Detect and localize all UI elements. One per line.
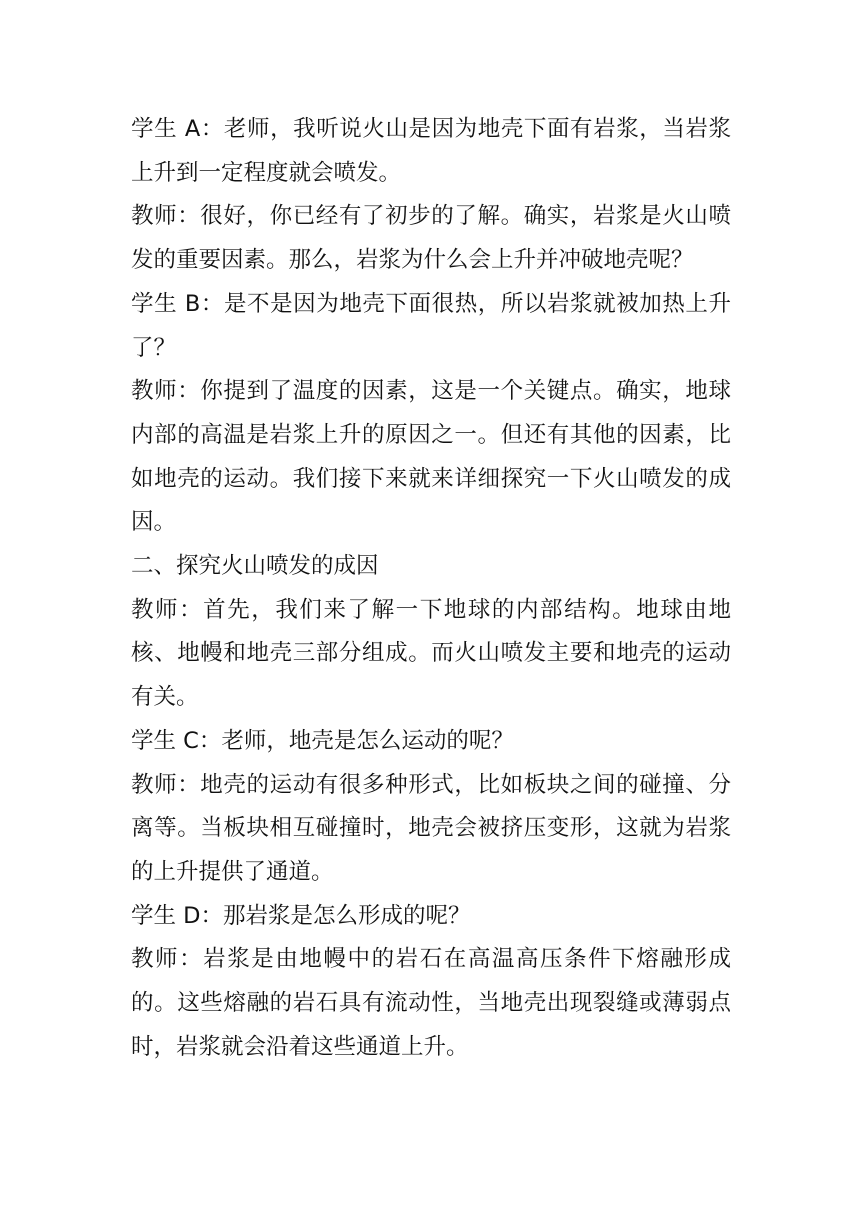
paragraph-teacher-4: 教师：地壳的运动有很多种形式，比如板块之间的碰撞、分离等。当板块相互碰撞时，地壳会被挤压变形，这就为岩浆的上升提供了通道。 (131, 771, 731, 885)
document-page (131, 108, 731, 1069)
paragraph-teacher-5: 教师：岩浆是由地幔中的岩石在高温高压条件下熔融形成的。这些熔融的岩石具有流动性，当地壳出现裂缝或薄弱点时，岩浆就会沿着这些通道上升。 (131, 946, 731, 1060)
paragraph-teacher-1: 教师：很好，你已经有了初步的了解。确实，岩浆是火山喷发的重要因素。那么，岩浆为什么会上升并冲破地壳呢？ (131, 203, 731, 274)
paragraph-student-b: 学生 B：是不是因为地壳下面很热，所以岩浆就被加热上升了？ (131, 290, 731, 361)
paragraph-teacher-3: 教师：首先，我们来了解一下地球的内部结构。地球由地核、地幔和地壳三部分组成。而火山喷发主要和地壳的运动有关。 (131, 596, 731, 711)
section-heading: 二、探究火山喷发的成因 (131, 553, 379, 580)
paragraph-student-c: 学生 C：老师，地壳是怎么运动的呢？ (131, 727, 514, 754)
paragraph-student-d: 学生 D：那岩浆是怎么形成的呢？ (131, 902, 471, 929)
paragraph-teacher-2: 教师：你提到了温度的因素，这是一个关键点。确实，地球内部的高温是岩浆上升的原因之一。但还有其他的因素，比如地壳的运动。我们接下来就来详细探究一下火山喷发的成因。 (131, 378, 731, 536)
paragraph-student-a: 学生 A：老师，我听说火山是因为地壳下面有岩浆，当岩浆上升到一定程度就会喷发。 (131, 116, 731, 186)
